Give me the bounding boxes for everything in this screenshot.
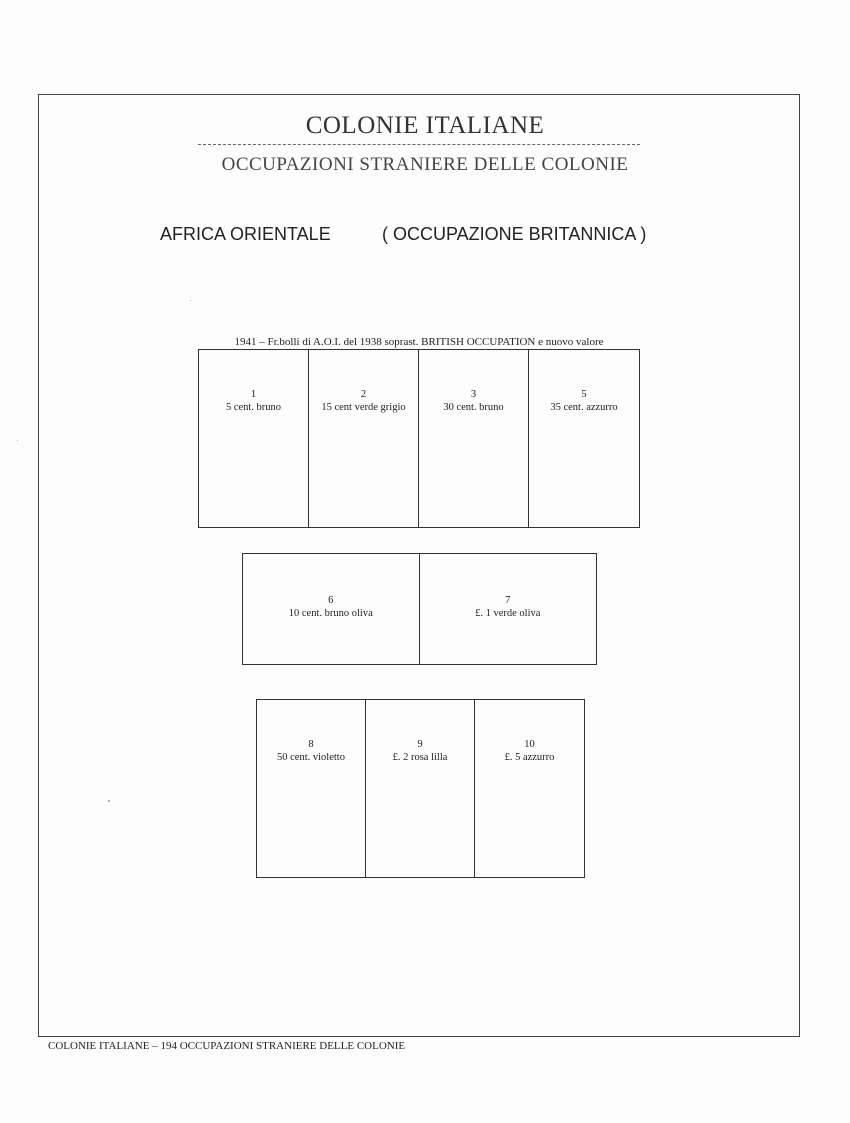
stamp-box xyxy=(366,700,475,877)
stamp-number: 7 xyxy=(505,595,511,606)
scan-speck xyxy=(190,300,191,301)
stamp-row-3 xyxy=(256,699,585,878)
stamp-box xyxy=(419,350,529,527)
stamp-box xyxy=(257,700,366,877)
stamp-description: 5 cent. bruno xyxy=(225,402,282,413)
stamp-description: 35 cent. azzurro xyxy=(550,402,618,413)
stamp-number: 2 xyxy=(360,389,367,400)
stamp-description: 50 cent. violetto xyxy=(277,752,345,763)
stamp-box xyxy=(420,554,597,664)
stamp-box xyxy=(199,350,309,527)
page-footer: COLONIE ITALIANE – 194 OCCUPAZIONI STRANIERE DELLE COLONIE xyxy=(48,1040,406,1052)
issue-caption: 1941 – Fr.bolli di A.O.I. del 1938 soprast. BRITISH OCCUPATION e nuovo valore xyxy=(234,336,604,348)
stamp-description: £. 2 rosa lilla xyxy=(392,752,448,763)
stamp-description: 30 cent. bruno xyxy=(443,402,504,413)
scan-speck xyxy=(108,800,110,802)
page-subtitle: OCCUPAZIONI STRANIERE DELLE COLONIE xyxy=(221,154,629,175)
stamp-description: 10 cent. bruno oliva xyxy=(288,608,373,619)
page-title: COLONIE ITALIANE xyxy=(305,112,545,139)
scan-speck xyxy=(17,440,18,441)
stamp-description: 15 cent verde grigio xyxy=(321,402,406,413)
stamp-description: £. 1 verde oliva xyxy=(475,608,541,619)
stamp-number: 8 xyxy=(308,739,314,750)
stamp-box xyxy=(309,350,419,527)
region-name: AFRICA ORIENTALE xyxy=(160,224,331,244)
stamp-number: 6 xyxy=(328,595,334,606)
stamp-number: 3 xyxy=(470,389,477,400)
occupation-label: ( OCCUPAZIONE BRITANNICA ) xyxy=(382,224,647,244)
stamp-box xyxy=(475,700,584,877)
title-divider xyxy=(198,144,640,145)
stamp-row-2 xyxy=(242,553,597,665)
stamp-number: 9 xyxy=(417,739,423,750)
stamp-row-1 xyxy=(198,349,640,528)
stamp-box xyxy=(529,350,639,527)
stamp-number: 5 xyxy=(581,389,587,400)
stamp-box xyxy=(243,554,420,664)
stamp-description: £. 5 azzurro xyxy=(504,752,555,763)
stamp-number: 10 xyxy=(524,739,535,750)
stamp-number: 1 xyxy=(250,389,257,400)
